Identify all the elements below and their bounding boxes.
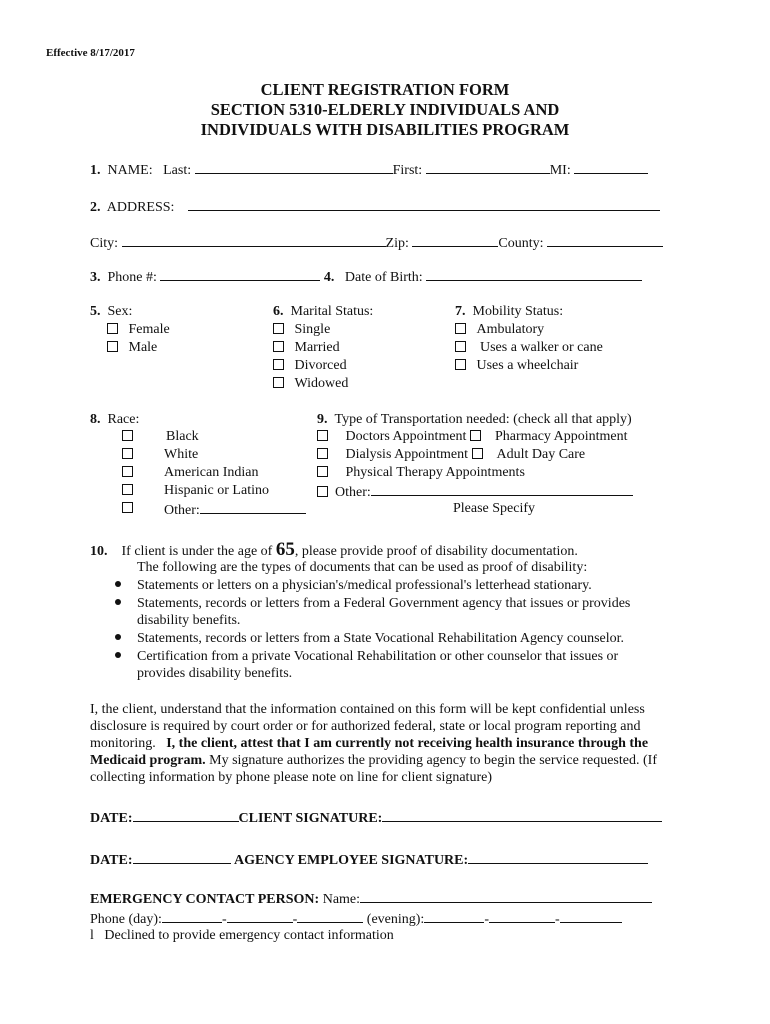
evening-phone-prefix-field[interactable] [489,910,555,923]
q10-documents-intro: The following are the types of documents that can be used as proof of disability: [137,560,588,575]
pharmacy-checkbox[interactable] [470,430,481,441]
bullet-2-text: Statements, records or letters from a Federal Government agency that issues or provides [137,596,631,611]
marital-option-widowed [273,376,348,392]
dialysis-label: Dialysis Appointment [345,447,468,462]
agency-signature-label: AGENCY EMPLOYEE SIGNATURE: [234,853,469,868]
female-checkbox[interactable] [107,323,118,334]
black-label: Black [166,429,199,444]
race-option-other [122,501,133,517]
q1-number: 1. [90,163,101,178]
bullet-dot [115,599,121,605]
race-other-row [164,501,306,519]
ambulatory-checkbox[interactable] [455,323,466,334]
day-phone-area-field[interactable] [162,910,222,923]
mi-field[interactable] [574,161,648,174]
doctors-checkbox[interactable] [317,430,328,441]
last-name-label: Last: [163,163,192,178]
mobility-option-wheelchair [455,358,578,374]
bullet-4 [115,649,121,665]
divorced-checkbox[interactable] [273,359,284,370]
county-field[interactable] [547,234,663,247]
first-name-label: First: [392,163,423,178]
dob-label: Date of Birth: [344,270,423,285]
bullet-dot [115,581,121,587]
male-checkbox[interactable] [107,341,118,352]
marital-heading [273,304,373,320]
widowed-checkbox[interactable] [273,377,284,388]
married-label: Married [294,340,340,355]
day-phone-line-field[interactable] [297,910,363,923]
adult-day-care-checkbox[interactable] [472,448,483,459]
race-other-field[interactable] [200,501,306,514]
mobility-label: Mobility Status: [472,304,564,319]
pharmacy-label: Pharmacy Appointment [494,429,628,444]
consent-text-1: I, the client, understand that the information contained on this form will be kept confidential unless disclosure is required by court order or for authorized federal, state or local program reporting and monitoring. [90,702,645,751]
address-label: ADDRESS: [106,200,175,215]
mobility-option-ambulatory [455,322,544,338]
race-other-checkbox[interactable] [122,502,133,513]
bullet-dot [115,634,121,640]
widowed-label: Widowed [294,376,349,391]
emergency-name-field[interactable] [360,890,652,903]
transport-row-1 [317,429,628,445]
emergency-phone-row [90,910,622,928]
dash: - [292,912,298,927]
city-label: City: [90,236,119,251]
race-option-american-indian [122,465,133,481]
agency-date-label: DATE: [90,853,133,868]
transport-heading [317,412,632,428]
mobility-option-walker [455,340,603,356]
race-other-label: Other: [164,503,200,518]
q10-intro-pre: If client is under the age of [121,544,273,559]
mobility-heading [455,304,563,320]
q5-number: 5. [90,304,101,319]
phone-dob-row [90,268,642,286]
name-label: NAME: [107,163,153,178]
evening-phone-label: (evening): [366,912,425,927]
dialysis-checkbox[interactable] [317,448,328,459]
race-option-white [122,447,133,463]
q3-number: 3. [90,270,101,285]
dob-field[interactable] [426,268,642,281]
q10-number: 10. [90,544,108,559]
sex-option-female [107,322,170,338]
bullet-2 [115,596,121,612]
consent-paragraph [90,701,690,786]
married-checkbox[interactable] [273,341,284,352]
dash: - [554,912,560,927]
emergency-contact-label: EMERGENCY CONTACT PERSON: [90,892,320,907]
bullet-4-text: Certification from a private Vocational Rehabilitation or other counselor that issues or [137,649,619,664]
doctors-label: Doctors Appointment [345,429,467,444]
wheelchair-checkbox[interactable] [455,359,466,370]
bullet-2-text-cont: disability benefits. [137,613,241,628]
client-signature-row [90,809,662,827]
q10-intro [90,539,578,561]
client-signature-field[interactable] [382,809,662,822]
female-label: Female [128,322,170,337]
q9-number: 9. [317,412,328,427]
consent-medicaid-attestation: I, the client, attest that I am currently not receiving health insurance through the Medicaid program. [90,736,649,768]
q8-number: 8. [90,412,101,427]
consent-text-2: My signature authorizes the providing agency to begin the service requested. (If collecting information by phone please note on line for client signature) [90,753,657,785]
hispanic-label: Hispanic or Latino [164,483,269,498]
phone-field[interactable] [160,268,320,281]
zip-label: Zip: [385,236,409,251]
race-option-hispanic [122,483,133,499]
walker-checkbox[interactable] [455,341,466,352]
hispanic-checkbox[interactable] [122,484,133,495]
dash: - [484,912,489,927]
mi-label: MI: [549,163,571,178]
agency-signature-row [90,851,648,869]
form-subtitle-1: SECTION 5310-ELDERLY INDIVIDUALS AND [210,100,560,119]
name-row [90,161,648,179]
declined-checkbox[interactable]: l [90,928,94,943]
race-heading [90,412,139,428]
client-date-field[interactable] [133,809,239,822]
wheelchair-label: Uses a wheelchair [476,358,579,373]
physical-therapy-label: Physical Therapy Appointments [345,465,525,480]
first-name-field[interactable] [426,161,550,174]
transport-other-field[interactable] [371,483,633,496]
q6-number: 6. [273,304,284,319]
age-threshold: 65 [275,539,295,560]
dash: - [221,912,227,927]
bullet-3-text: Statements, records or letters from a State Vocational Rehabilitation Agency counselor. [137,631,625,646]
race-option-black [122,429,133,445]
bullet-1-text: Statements or letters on a physician's/medical professional's letterhead stationary. [137,578,592,593]
agency-signature-field[interactable] [468,851,648,864]
client-signature-label: CLIENT SIGNATURE: [238,811,383,826]
sex-option-male [107,340,157,356]
transport-row-2 [317,447,585,463]
emergency-name-label: Name: [322,892,361,907]
county-label: County: [498,236,544,251]
divorced-label: Divorced [294,358,347,373]
q10-intro-post: , please provide proof of disability documentation. [294,544,578,559]
bullet-4-text-cont: provides disability benefits. [137,666,293,681]
adult-day-care-label: Adult Day Care [496,447,586,462]
american-indian-label: American Indian [164,465,259,480]
ambulatory-label: Ambulatory [476,322,545,337]
transport-other-checkbox[interactable] [317,486,328,497]
day-phone-prefix-field[interactable] [227,910,293,923]
transport-label: Type of Transportation needed: (check all that apply) [334,412,632,427]
q2-number: 2. [90,200,101,215]
physical-therapy-checkbox[interactable] [317,466,328,477]
city-field[interactable] [122,234,386,247]
marital-option-married [273,340,340,356]
address-row [90,198,660,216]
client-date-label: DATE: [90,811,133,826]
transport-row-3 [317,465,525,481]
declined-label: Declined to provide emergency contact information [104,928,394,943]
evening-phone-line-field[interactable] [560,910,622,923]
single-label: Single [294,322,331,337]
day-phone-label: Phone (day): [90,912,162,927]
sex-heading [90,304,132,320]
q4-number: 4. [323,270,335,285]
bullet-3 [115,631,121,647]
marital-label: Marital Status: [290,304,374,319]
single-checkbox[interactable] [273,323,284,334]
american-indian-checkbox[interactable] [122,466,133,477]
form-title: CLIENT REGISTRATION FORM [260,80,510,99]
phone-label: Phone #: [107,270,157,285]
bullet-1 [115,578,121,594]
transport-other-label: Other: [335,485,371,500]
city-row [90,234,663,252]
agency-date-field[interactable] [133,851,231,864]
effective-date: Effective 8/17/2017 [46,47,135,59]
zip-field[interactable] [412,234,498,247]
transport-row-other [317,483,633,501]
black-checkbox[interactable] [122,430,133,441]
bullet-dot [115,652,121,658]
male-label: Male [128,340,158,355]
marital-option-divorced [273,358,347,374]
walker-label: Uses a walker or cane [480,340,603,355]
sex-label: Sex: [107,304,133,319]
form-subtitle-2: INDIVIDUALS WITH DISABILITIES PROGRAM [200,120,570,139]
declined-row [90,928,394,944]
white-label: White [164,447,199,462]
race-label: Race: [107,412,140,427]
marital-option-single [273,322,330,338]
white-checkbox[interactable] [122,448,133,459]
emergency-contact-row [90,890,652,908]
address-field[interactable] [188,198,660,211]
evening-phone-area-field[interactable] [424,910,484,923]
last-name-field[interactable] [195,161,393,174]
q7-number: 7. [455,304,466,319]
please-specify-note: Please Specify [453,501,536,516]
